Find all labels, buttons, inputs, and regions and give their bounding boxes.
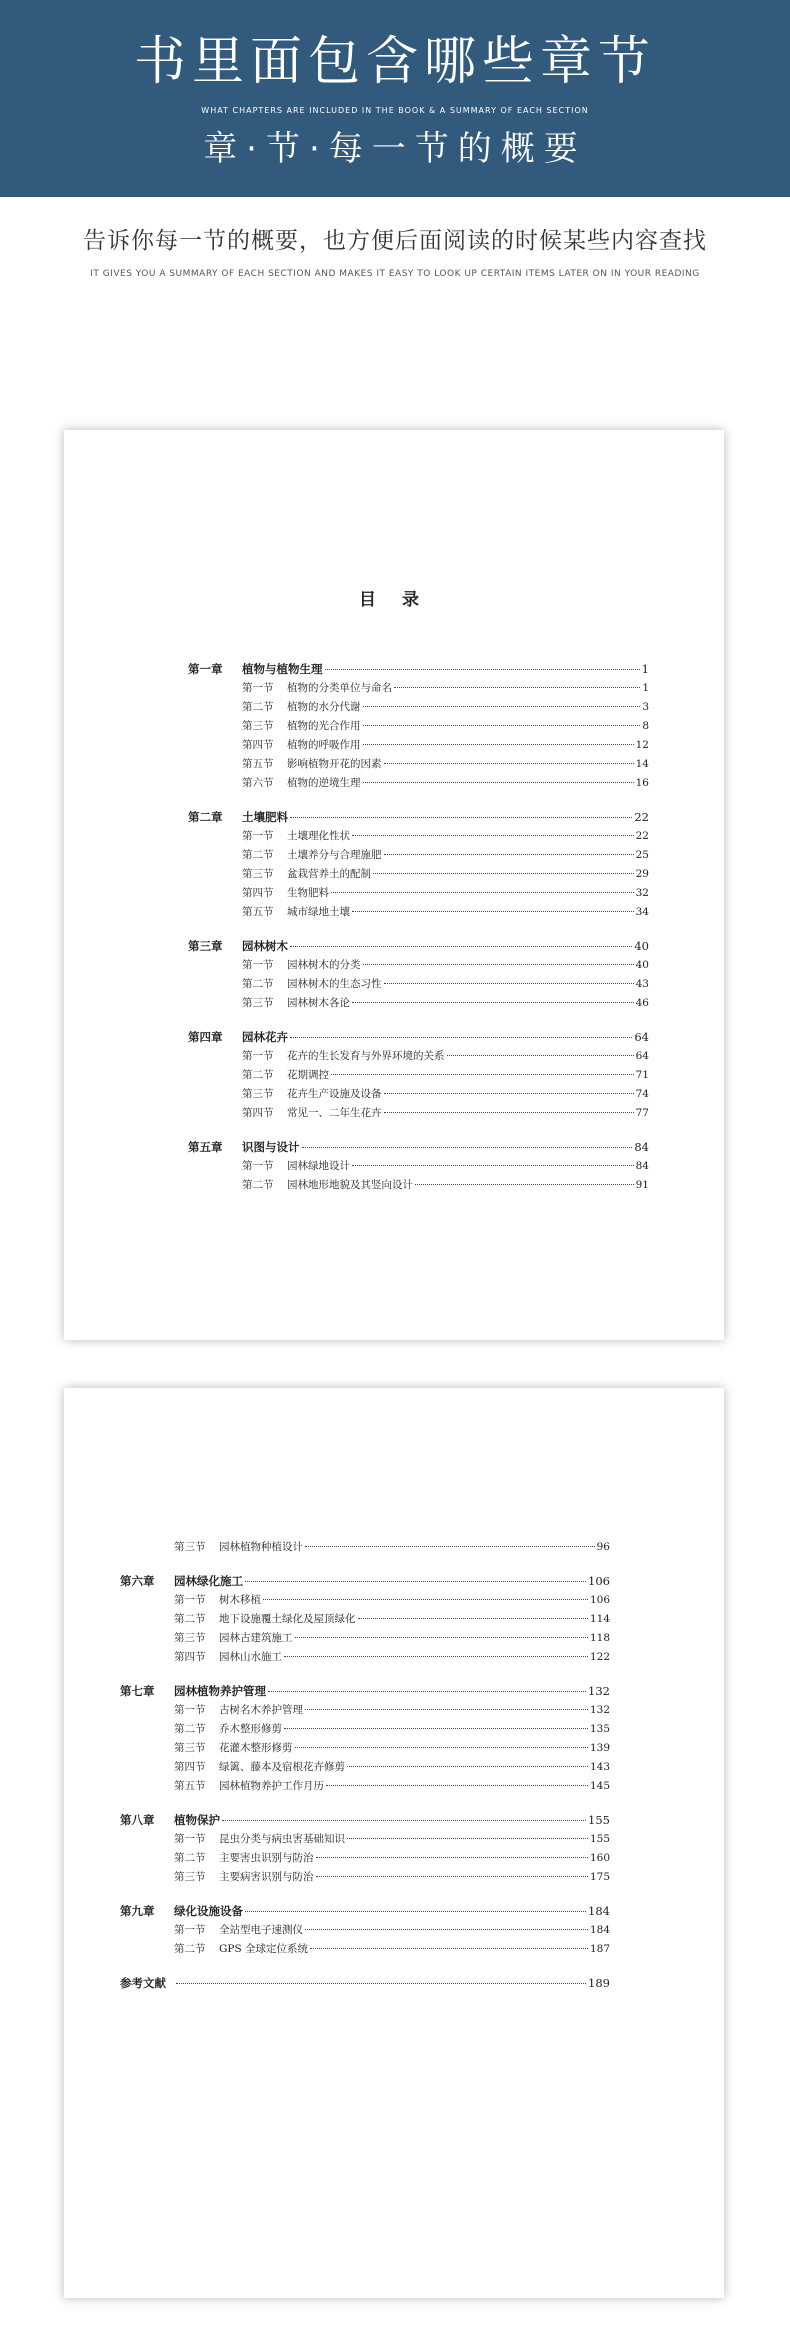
toc-section-row <box>188 679 649 698</box>
section-title: 树木移植 <box>219 1594 261 1606</box>
dot-leader <box>326 1785 588 1786</box>
section-title: 主要害虫识别与防治 <box>219 1852 314 1864</box>
banner-subtitle: 章·节·每一节的概要 <box>203 129 587 169</box>
section-number: 第二节 <box>174 1943 206 1955</box>
page-number: 155 <box>589 1833 610 1845</box>
toc-chapter-row <box>120 1811 610 1830</box>
intro-text: 告诉你每一节的概要，也方便后面阅读的时候某些内容查找 <box>83 228 707 254</box>
section-title: 常见一、二年生花卉 <box>287 1107 382 1119</box>
banner-title: 书里面包含哪些章节 <box>133 32 656 92</box>
chapter-title: 绿化设施设备 <box>174 1904 243 1918</box>
dot-leader <box>305 1709 588 1710</box>
page-number: 25 <box>635 849 649 861</box>
section-number: 第三节 <box>174 1742 206 1754</box>
dot-leader <box>305 1546 595 1547</box>
toc-section-row <box>120 1777 610 1796</box>
section-number: 第一节 <box>242 1160 274 1172</box>
dot-leader <box>176 1983 586 1984</box>
dot-leader <box>325 669 640 670</box>
toc-list <box>188 660 649 1195</box>
dot-leader <box>363 706 641 707</box>
page-number: 132 <box>588 1684 610 1698</box>
toc-section-row <box>120 1921 610 1940</box>
dot-leader <box>284 1656 588 1657</box>
toc-chapter-row <box>188 937 649 956</box>
page-number: 16 <box>635 777 649 789</box>
toc-section-row <box>120 1629 610 1648</box>
page-number: 122 <box>589 1651 610 1663</box>
toc-chapter-row <box>120 1974 610 1993</box>
section-title: 生物肥料 <box>287 887 329 899</box>
dot-leader <box>394 687 640 688</box>
section-number: 第二节 <box>242 701 274 713</box>
section-title: 花灌木整形修剪 <box>219 1742 293 1754</box>
chapter-number: 第五章 <box>188 1140 223 1154</box>
toc-chapter-row <box>120 1682 610 1701</box>
toc-section-row <box>188 1047 649 1066</box>
page-number: 184 <box>588 1904 610 1918</box>
section-title: 乔木整形修剪 <box>219 1723 282 1735</box>
page-number: 106 <box>588 1574 610 1588</box>
toc-section-row <box>188 755 649 774</box>
section-number: 第一节 <box>174 1833 206 1845</box>
dot-leader <box>331 1074 634 1075</box>
dot-leader <box>268 1691 586 1692</box>
toc-page-2 <box>64 1388 724 2298</box>
dot-leader <box>352 835 634 836</box>
page-number: 77 <box>635 1107 649 1119</box>
chapter-title: 植物与植物生理 <box>242 662 323 676</box>
section-title: 城市绿地土壤 <box>287 906 350 918</box>
section-number: 第一节 <box>242 830 274 842</box>
section-title: 园林绿地设计 <box>287 1160 350 1172</box>
page-number: 114 <box>589 1613 610 1625</box>
toc-page-1 <box>64 430 724 1340</box>
section-title: 园林树木的分类 <box>287 959 361 971</box>
chapter-title: 园林绿化施工 <box>174 1574 243 1588</box>
page-number: 34 <box>635 906 649 918</box>
section-title: 园林树木的生态习性 <box>287 978 382 990</box>
section-number: 第五节 <box>242 758 274 770</box>
toc-chapter-row <box>120 1902 610 1921</box>
chapter-title: 植物保护 <box>174 1813 220 1827</box>
section-title: 盆栽营养土的配制 <box>287 868 371 880</box>
toc-section-row <box>188 865 649 884</box>
page-number: 3 <box>642 701 649 713</box>
toc-section-row <box>188 717 649 736</box>
dot-leader <box>363 744 634 745</box>
page-number: 40 <box>634 939 649 953</box>
section-title: 花期调控 <box>287 1069 329 1081</box>
toc-section-row <box>188 846 649 865</box>
banner-subtitle-en: WHAT CHAPTERS ARE INCLUDED IN THE BOOK & A SUMMARY OF EACH SECTION <box>201 106 589 115</box>
section-number: 第三节 <box>174 1632 206 1644</box>
toc-list <box>120 1538 610 1993</box>
page-number: 22 <box>634 810 649 824</box>
page-number: 22 <box>635 830 649 842</box>
dot-leader <box>290 1037 632 1038</box>
section-title: 植物的光合作用 <box>287 720 361 732</box>
page-number: 64 <box>635 1050 649 1062</box>
toc-section-row <box>120 1720 610 1739</box>
section-number: 第二节 <box>242 849 274 861</box>
section-title: GPS 全球定位系统 <box>219 1943 308 1955</box>
toc-section-row <box>188 1104 649 1123</box>
toc-section-row <box>120 1758 610 1777</box>
section-number: 第四节 <box>174 1761 206 1773</box>
section-number: 第一节 <box>174 1704 206 1716</box>
page-number: 1 <box>641 662 649 676</box>
section-number: 第二节 <box>242 1179 274 1191</box>
toc-section-row <box>120 1538 610 1557</box>
section-title: 影响植物开花的因素 <box>287 758 382 770</box>
dot-leader <box>352 1002 634 1003</box>
toc-section-row <box>188 903 649 922</box>
chapter-number: 第一章 <box>188 662 223 676</box>
toc-section-row <box>188 884 649 903</box>
toc-title: 目 录 <box>359 590 429 610</box>
toc-section-row <box>120 1849 610 1868</box>
section-title: 地下设施覆土绿化及屋顶绿化 <box>219 1613 356 1625</box>
page-number: 64 <box>634 1030 649 1044</box>
dot-leader <box>302 1147 633 1148</box>
section-number: 第一节 <box>242 1050 274 1062</box>
dot-leader <box>384 1093 634 1094</box>
page-number: 91 <box>635 1179 649 1191</box>
page-number: 43 <box>635 978 649 990</box>
section-number: 第四节 <box>242 739 274 751</box>
dot-leader <box>363 964 634 965</box>
toc-chapter-row <box>120 1572 610 1591</box>
chapter-title: 园林植物养护管理 <box>174 1684 266 1698</box>
section-title: 园林地形地貌及其竖向设计 <box>287 1179 413 1191</box>
chapter-number: 第八章 <box>120 1813 155 1827</box>
dot-leader <box>358 1618 588 1619</box>
section-title: 土壤理化性状 <box>287 830 350 842</box>
toc-chapter-row <box>188 808 649 827</box>
dot-leader <box>352 911 634 912</box>
toc-section-row <box>188 1066 649 1085</box>
page-number: 96 <box>596 1541 610 1553</box>
section-title: 植物的分类单位与命名 <box>287 682 392 694</box>
section-title: 园林山水施工 <box>219 1651 282 1663</box>
toc-section-row <box>188 736 649 755</box>
page-number: 12 <box>635 739 649 751</box>
toc-section-row <box>120 1610 610 1629</box>
section-number: 第二节 <box>242 1069 274 1081</box>
section-title: 园林植物种植设计 <box>219 1541 303 1553</box>
chapter-number: 第三章 <box>188 939 223 953</box>
section-number: 第一节 <box>174 1924 206 1936</box>
toc-section-row <box>120 1591 610 1610</box>
section-number: 第二节 <box>174 1613 206 1625</box>
section-number: 第五节 <box>242 906 274 918</box>
section-title: 花卉的生长发育与外界环境的关系 <box>287 1050 445 1062</box>
toc-section-row <box>188 1176 649 1195</box>
page-number: 14 <box>635 758 649 770</box>
section-number: 第三节 <box>242 1088 274 1100</box>
chapter-title: 土壤肥料 <box>242 810 288 824</box>
section-number: 第一节 <box>174 1594 206 1606</box>
section-title: 昆虫分类与病虫害基础知识 <box>219 1833 345 1845</box>
section-title: 古树名木养护管理 <box>219 1704 303 1716</box>
page-number: 139 <box>589 1742 610 1754</box>
toc-section-row <box>120 1830 610 1849</box>
chapter-number: 第七章 <box>120 1684 155 1698</box>
section-number: 第一节 <box>242 959 274 971</box>
dot-leader <box>363 782 634 783</box>
dot-leader <box>263 1599 588 1600</box>
section-number: 第四节 <box>242 887 274 899</box>
dot-leader <box>384 983 634 984</box>
toc-chapter-row <box>188 660 649 679</box>
section-number: 第二节 <box>174 1852 206 1864</box>
dot-leader <box>290 817 632 818</box>
intro-text-en: IT GIVES YOU A SUMMARY OF EACH SECTION AND MAKES IT EASY TO LOOK UP CERTAIN ITEMS LATER ON IN YOUR READING <box>90 269 700 279</box>
page-number: 106 <box>589 1594 610 1606</box>
chapter-title: 园林花卉 <box>242 1030 288 1044</box>
section-number: 第三节 <box>174 1871 206 1883</box>
page-number: 160 <box>589 1852 610 1864</box>
toc-chapter-row <box>188 1028 649 1047</box>
dot-leader <box>290 946 632 947</box>
section-number: 第四节 <box>174 1651 206 1663</box>
toc-section-row <box>120 1648 610 1667</box>
section-title: 园林古建筑施工 <box>219 1632 293 1644</box>
toc-section-row <box>120 1868 610 1887</box>
dot-leader <box>384 763 634 764</box>
dot-leader <box>295 1747 588 1748</box>
toc-section-row <box>188 975 649 994</box>
chapter-title: 园林树木 <box>242 939 288 953</box>
dot-leader <box>222 1820 586 1821</box>
dot-leader <box>363 725 641 726</box>
page-number: 118 <box>589 1632 610 1644</box>
page-number: 1 <box>642 682 649 694</box>
page-number: 189 <box>588 1976 610 1990</box>
dot-leader <box>373 873 634 874</box>
toc-chapter-row <box>188 1138 649 1157</box>
chapter-number: 第二章 <box>188 810 223 824</box>
page-number: 46 <box>635 997 649 1009</box>
dot-leader <box>310 1948 588 1949</box>
toc-section-row <box>188 994 649 1013</box>
section-number: 第一节 <box>242 682 274 694</box>
dot-leader <box>352 1165 634 1166</box>
page-number: 175 <box>589 1871 610 1883</box>
toc-section-row <box>120 1940 610 1959</box>
section-title: 植物的水分代谢 <box>287 701 361 713</box>
page-number: 71 <box>635 1069 649 1081</box>
page-number: 74 <box>635 1088 649 1100</box>
section-number: 第六节 <box>242 777 274 789</box>
header-banner <box>0 0 790 197</box>
dot-leader <box>347 1838 588 1839</box>
dot-leader <box>447 1055 634 1056</box>
toc-section-row <box>188 698 649 717</box>
section-number: 第三节 <box>242 868 274 880</box>
chapter-number: 参考文献 <box>120 1976 166 1990</box>
section-number: 第三节 <box>242 720 274 732</box>
page-number: 135 <box>589 1723 610 1735</box>
section-title: 园林树木各论 <box>287 997 350 1009</box>
page-number: 143 <box>589 1761 610 1773</box>
page-number: 155 <box>588 1813 610 1827</box>
section-number: 第三节 <box>174 1541 206 1553</box>
page-number: 184 <box>589 1924 610 1936</box>
page-number: 8 <box>642 720 649 732</box>
page-number: 84 <box>634 1140 649 1154</box>
dot-leader <box>245 1581 586 1582</box>
section-number: 第三节 <box>242 997 274 1009</box>
dot-leader <box>347 1766 588 1767</box>
section-number: 第二节 <box>242 978 274 990</box>
section-title: 植物的呼吸作用 <box>287 739 361 751</box>
dot-leader <box>316 1857 588 1858</box>
section-title: 花卉生产设施及设备 <box>287 1088 382 1100</box>
dot-leader <box>316 1876 588 1877</box>
dot-leader <box>384 1112 634 1113</box>
page-number: 145 <box>589 1780 610 1792</box>
section-number: 第五节 <box>174 1780 206 1792</box>
section-title: 植物的逆境生理 <box>287 777 361 789</box>
chapter-number: 第九章 <box>120 1904 155 1918</box>
dot-leader <box>415 1184 634 1185</box>
chapter-number: 第六章 <box>120 1574 155 1588</box>
page-number: 84 <box>635 1160 649 1172</box>
toc-section-row <box>188 827 649 846</box>
chapter-number: 第四章 <box>188 1030 223 1044</box>
toc-section-row <box>120 1739 610 1758</box>
dot-leader <box>331 892 634 893</box>
section-number: 第二节 <box>174 1723 206 1735</box>
section-title: 全站型电子速测仪 <box>219 1924 303 1936</box>
toc-section-row <box>188 1085 649 1104</box>
section-title: 土壤养分与合理施肥 <box>287 849 382 861</box>
page-number: 32 <box>635 887 649 899</box>
section-title: 园林植物养护工作月历 <box>219 1780 324 1792</box>
page-number: 29 <box>635 868 649 880</box>
toc-section-row <box>188 774 649 793</box>
page-number: 132 <box>589 1704 610 1716</box>
dot-leader <box>305 1929 588 1930</box>
dot-leader <box>284 1728 588 1729</box>
dot-leader <box>245 1911 586 1912</box>
toc-section-row <box>188 1157 649 1176</box>
section-title: 绿篱、藤本及宿根花卉修剪 <box>219 1761 345 1773</box>
page-number: 187 <box>589 1943 610 1955</box>
dot-leader <box>384 854 634 855</box>
chapter-title: 识图与设计 <box>242 1140 300 1154</box>
section-number: 第四节 <box>242 1107 274 1119</box>
toc-section-row <box>120 1701 610 1720</box>
section-title: 主要病害识别与防治 <box>219 1871 314 1883</box>
dot-leader <box>295 1637 588 1638</box>
page-number: 40 <box>635 959 649 971</box>
toc-section-row <box>188 956 649 975</box>
